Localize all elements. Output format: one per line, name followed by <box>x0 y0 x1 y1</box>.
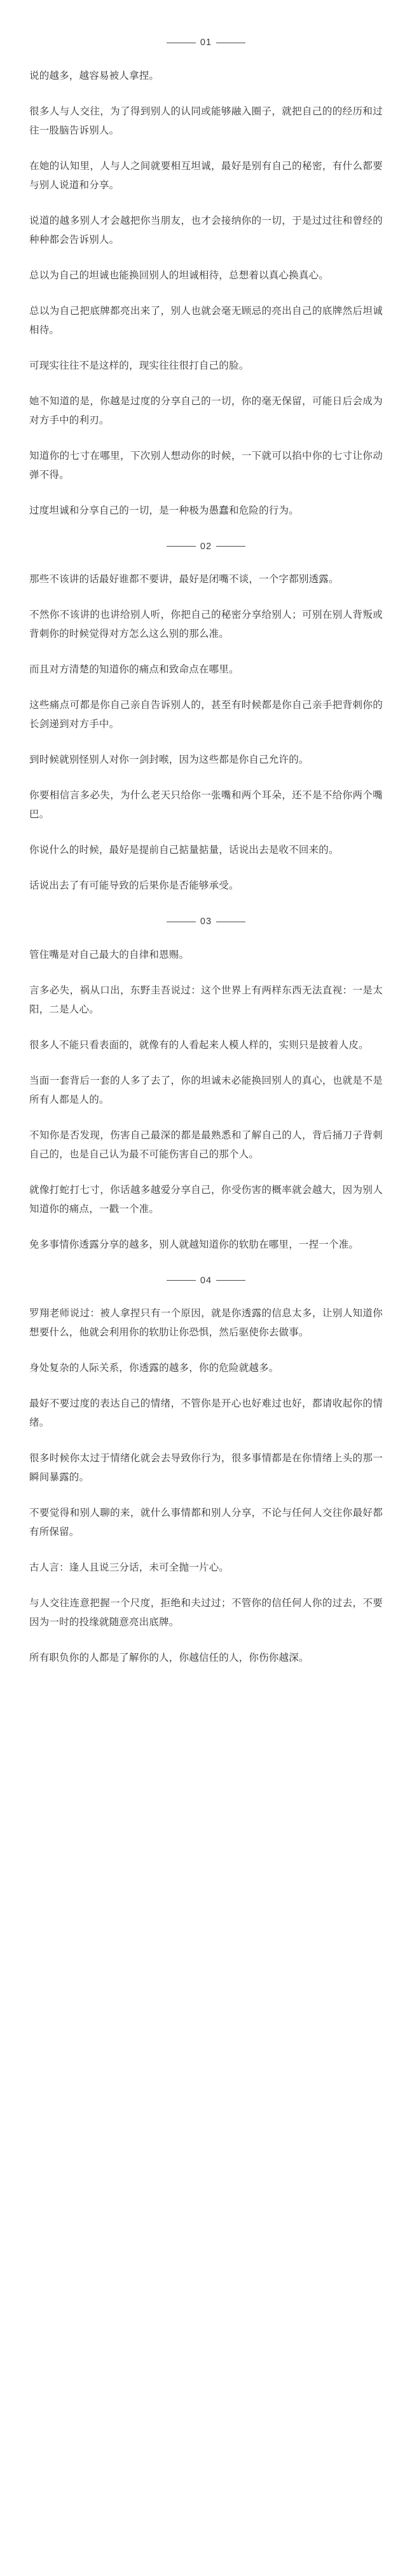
article-section <box>29 542 383 896</box>
divider-rule-right <box>216 1280 245 1281</box>
paragraph: 当面一套背后一套的人多了去了，你的坦诚未必能换回别人的真心，也就是不是所有人都是人的。 <box>29 1075 383 1105</box>
section-divider <box>29 917 383 927</box>
section-divider <box>29 542 383 552</box>
paragraph: 你说什么的时候，最好是提前自己掂量掂量，话说出去是收不回来的。 <box>29 845 339 855</box>
paragraph: 她不知道的是，你越是过度的分享自己的一切，你的毫无保留，可能日后会成为对方手中的利刃。 <box>29 395 383 426</box>
paragraph: 说的越多，越容易被人拿捏。 <box>29 70 160 81</box>
paragraph: 罗翔老师说过：被人拿捏只有一个原因，就是你透露的信息太多，让别人知道你想要什么，他就会利用你的软肋让你恐惧，然后驱使你去做事。 <box>29 1308 383 1338</box>
article-sections <box>29 38 383 1668</box>
paragraph: 总以为自己的坦诚也能换回别人的坦诚相待，总想着以真心换真心。 <box>29 269 329 281</box>
section-divider <box>29 38 383 48</box>
article-section <box>29 917 383 1255</box>
paragraph: 话说出去了有可能导致的后果你是否能够承受。 <box>29 880 239 891</box>
paragraph: 最好不要过度的表达自己的情绪，不管你是开心也好难过也好，都请收起你的情绪。 <box>29 1398 383 1428</box>
paragraph: 与人交往连意把握一个尺度，拒绝和夫过过；不管你的信任何人你的过去，不要因为一时的投缘就随意亮出底牌。 <box>29 1598 383 1628</box>
article-section <box>29 38 383 521</box>
paragraph: 管住嘴是对自己最大的自律和恩赐。 <box>29 949 189 960</box>
paragraph: 很多人不能只看表面的，就像有的人看起来人模人样的，实则只是披着人皮。 <box>29 1039 369 1051</box>
paragraph: 很多时候你太过于情绪化就会去导致你行为，很多事情都是在你情绪上头的那一瞬间暴露的。 <box>29 1453 383 1483</box>
section-number: 03 <box>200 917 212 927</box>
article-section <box>29 1276 383 1668</box>
paragraph: 不然你不该讲的也讲给别人听，你把自己的秘密分享给别人；可别在别人背叛或背刺你的时候觉得对方怎么这么别的那么准。 <box>29 610 383 639</box>
paragraph: 说道的越多别人才会越把你当朋友，也才会接纳你的一切，于是过过往和曾经的种种都会告诉别人。 <box>29 215 383 245</box>
paragraph: 免多事情你透露分享的越多，别人就越知道你的软肋在哪里，一捏一个准。 <box>29 1239 359 1250</box>
paragraph: 在她的认知里，人与人之间就要相互坦诚，最好是别有自己的秘密，有什么都要与别人说道和分享。 <box>29 160 383 191</box>
paragraph: 就像打蛇打七寸，你话越多越爱分享自己，你受伤害的概率就会越大，因为别人知道你的痛点，一戳一个准。 <box>29 1184 383 1215</box>
paragraph: 而且对方清楚的知道你的痛点和致命点在哪里。 <box>29 664 239 675</box>
divider-rule-right <box>216 546 245 547</box>
divider-rule-left <box>167 1280 196 1281</box>
paragraph: 可现实往往不是这样的，现实往往很打自己的脸。 <box>29 360 249 371</box>
paragraph: 很多人与人交往，为了得到别人的认同或能够融入圈子，就把自己的的经历和过往一股脑告诉别人。 <box>29 106 383 136</box>
section-number: 04 <box>200 1275 212 1286</box>
paragraph: 过度坦诚和分享自己的一切，是一种极为愚蠢和危险的行为。 <box>29 505 299 516</box>
paragraph: 你要相信言多必失，为什么老天只给你一张嘴和两个耳朵，还不是不给你两个嘴巴。 <box>29 790 383 820</box>
section-number: 01 <box>200 37 212 48</box>
section-number: 02 <box>200 541 212 552</box>
paragraph: 所有职负你的人都是了解你的人，你越信任的人，你伤你越深。 <box>29 1653 309 1663</box>
paragraph: 不知你是否发现，伤害自己最深的都是最熟悉和了解自己的人，背后捅刀子背刺自己的，也是自己认为最不可能伤害自己的那个人。 <box>29 1129 383 1160</box>
paragraph: 总以为自己把底牌都亮出来了，别人也就会毫无顾忌的亮出自己的底牌然后坦诚相待。 <box>29 305 383 336</box>
paragraph: 言多必失，祸从口出，东野圭吾说过：这个世界上有两样东西无法直视：一是太阳，二是人心。 <box>29 985 383 1015</box>
paragraph: 这些痛点可都是你自己亲自告诉别人的，甚至有时候都是你自己亲手把背刺你的长剑递到对方手中。 <box>29 700 383 730</box>
paragraph: 知道你的七寸在哪里，下次别人想动你的时候，一下就可以掐中你的七寸让你动弹不得。 <box>29 450 383 480</box>
paragraph: 古人言：逢人且说三分话，未可全抛一片心。 <box>29 1562 230 1573</box>
paragraph: 不要觉得和别人聊的来，就什么事情都和别人分享，不论与任何人交往你最好都有所保留。 <box>29 1508 383 1537</box>
divider-rule-left <box>167 546 196 547</box>
section-divider <box>29 1276 383 1286</box>
paragraph: 到时候就别怪别人对你一剑封喉，因为这些都是你自己允许的。 <box>29 754 309 765</box>
paragraph: 那些不该讲的话最好谁都不要讲，最好是闭嘴不谈，一个字都别透露。 <box>29 574 339 585</box>
paragraph: 身处复杂的人际关系，你透露的越多，你的危险就越多。 <box>29 1363 279 1373</box>
